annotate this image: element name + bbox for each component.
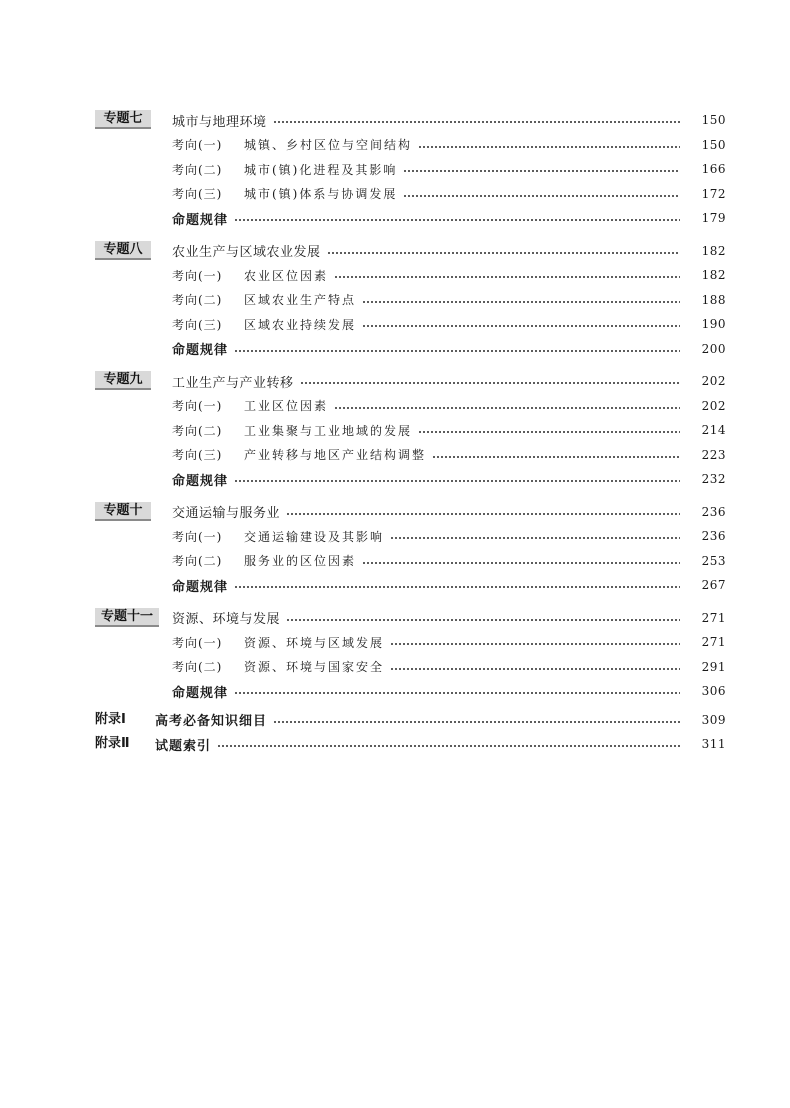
section-badge: 专题十 bbox=[95, 502, 151, 519]
item-title: 工业区位因素 bbox=[244, 399, 329, 413]
toc-appendix-row[interactable] bbox=[0, 732, 790, 756]
section-badge: 专题九 bbox=[95, 371, 151, 388]
page-number: 202 bbox=[701, 398, 726, 413]
leader-dots bbox=[362, 288, 680, 312]
rule-title: 命题规律 bbox=[172, 212, 229, 228]
leader-dots bbox=[418, 418, 680, 442]
item-entry bbox=[172, 288, 686, 312]
leader-dots bbox=[418, 133, 680, 157]
toc-item-row[interactable] bbox=[0, 288, 790, 312]
leader-dots bbox=[300, 369, 680, 393]
page-number: 232 bbox=[701, 472, 726, 486]
page-number: 267 bbox=[701, 578, 726, 592]
rule-title: 命题规律 bbox=[172, 343, 229, 358]
section-title: 城市与地理环境 bbox=[172, 114, 267, 130]
page-number: 253 bbox=[701, 553, 726, 568]
section-badge: 专题十一 bbox=[95, 608, 159, 625]
rule-entry bbox=[172, 337, 686, 361]
page-number: 271 bbox=[701, 635, 726, 649]
item-entry bbox=[172, 263, 686, 287]
item-entry bbox=[172, 524, 686, 548]
page-number: 309 bbox=[701, 712, 726, 727]
page-number: 150 bbox=[701, 137, 726, 152]
leader-dots bbox=[403, 182, 680, 206]
toc-rule-row[interactable] bbox=[0, 573, 790, 597]
item-entry bbox=[172, 655, 686, 679]
item-entry bbox=[172, 443, 686, 467]
section-title: 工业生产与产业转移 bbox=[172, 375, 294, 391]
toc-rule-row[interactable] bbox=[0, 467, 790, 491]
item-label: 考向(一) bbox=[172, 399, 223, 413]
leader-dots bbox=[334, 263, 680, 287]
leader-dots bbox=[390, 655, 680, 679]
item-entry bbox=[172, 312, 686, 336]
appendix-entry bbox=[155, 732, 686, 756]
item-entry bbox=[172, 549, 686, 573]
item-label: 考向(一) bbox=[172, 138, 223, 152]
appendix-label: 附录Ⅱ bbox=[95, 736, 130, 751]
item-label: 考向(一) bbox=[172, 268, 223, 283]
toc-item-row[interactable] bbox=[0, 133, 790, 157]
item-label: 考向(二) bbox=[172, 660, 223, 674]
toc-item-row[interactable] bbox=[0, 549, 790, 573]
page-number: 200 bbox=[701, 341, 726, 356]
toc-item-row[interactable] bbox=[0, 418, 790, 442]
item-title: 产业转移与地区产业结构调整 bbox=[244, 448, 427, 462]
leader-dots bbox=[234, 337, 680, 361]
section-entry bbox=[172, 500, 686, 524]
toc-appendix-row[interactable] bbox=[0, 708, 790, 732]
leader-dots bbox=[217, 732, 680, 756]
item-entry bbox=[172, 157, 686, 181]
page-number: 182 bbox=[701, 268, 726, 282]
section-entry bbox=[172, 108, 686, 132]
item-title: 城镇、乡村区位与空间结构 bbox=[244, 138, 413, 152]
leader-dots bbox=[334, 394, 680, 418]
item-label: 考向(一) bbox=[172, 529, 223, 544]
item-title: 资源、环境与国家安全 bbox=[244, 660, 385, 674]
item-label: 考向(一) bbox=[172, 635, 223, 650]
page-number: 236 bbox=[701, 529, 726, 543]
leader-dots bbox=[327, 239, 680, 263]
toc-item-row[interactable] bbox=[0, 312, 790, 336]
leader-dots bbox=[362, 549, 680, 573]
appendix-entry bbox=[155, 708, 686, 732]
toc-rule-row[interactable] bbox=[0, 337, 790, 361]
leader-dots bbox=[273, 108, 680, 132]
toc-item-row[interactable] bbox=[0, 655, 790, 679]
page-number: 182 bbox=[701, 243, 726, 258]
item-title: 服务业的区位因素 bbox=[244, 554, 357, 568]
leader-dots bbox=[390, 630, 680, 654]
item-title: 城市(镇)化进程及其影响 bbox=[244, 162, 398, 177]
item-title: 工业集聚与工业地域的发展 bbox=[244, 423, 413, 438]
item-label: 考向(二) bbox=[172, 423, 223, 438]
item-label: 考向(二) bbox=[172, 554, 223, 568]
item-title: 城市(镇)体系与协调发展 bbox=[244, 187, 398, 201]
leader-dots bbox=[432, 443, 680, 467]
rule-entry bbox=[172, 467, 686, 491]
page-number: 236 bbox=[701, 504, 726, 519]
page-number: 190 bbox=[701, 317, 726, 331]
leader-dots bbox=[362, 312, 680, 336]
page-number: 311 bbox=[701, 737, 726, 751]
leader-dots bbox=[234, 679, 680, 703]
page-number: 306 bbox=[701, 684, 726, 698]
page-number: 223 bbox=[701, 447, 726, 462]
leader-dots bbox=[286, 500, 680, 524]
item-title: 资源、环境与区域发展 bbox=[244, 635, 385, 650]
page-number: 172 bbox=[701, 186, 726, 201]
toc-section-row[interactable] bbox=[0, 500, 790, 524]
item-title: 农业区位因素 bbox=[244, 268, 329, 283]
section-title: 交通运输与服务业 bbox=[172, 506, 281, 521]
leader-dots bbox=[390, 524, 680, 548]
leader-dots bbox=[234, 467, 680, 491]
section-badge: 专题八 bbox=[95, 241, 151, 258]
section-entry bbox=[172, 239, 686, 263]
toc-rule-row[interactable] bbox=[0, 206, 790, 230]
item-label: 考向(二) bbox=[172, 293, 223, 307]
item-label: 考向(三) bbox=[172, 317, 223, 332]
page-number: 271 bbox=[701, 610, 726, 625]
rule-entry bbox=[172, 206, 686, 230]
item-entry bbox=[172, 630, 686, 654]
page-number: 166 bbox=[701, 162, 726, 176]
rule-entry bbox=[172, 679, 686, 703]
leader-dots bbox=[403, 157, 680, 181]
toc-section-row[interactable] bbox=[0, 369, 790, 393]
appendix-label: 附录Ⅰ bbox=[95, 711, 126, 727]
item-label: 考向(三) bbox=[172, 187, 223, 201]
section-badge: 专题七 bbox=[95, 110, 151, 127]
section-title: 农业生产与区域农业发展 bbox=[172, 245, 321, 260]
item-title: 交通运输建设及其影响 bbox=[244, 529, 385, 544]
toc-item-row[interactable] bbox=[0, 443, 790, 467]
toc-section-row[interactable] bbox=[0, 606, 790, 630]
toc-item-row[interactable] bbox=[0, 524, 790, 548]
page-number: 291 bbox=[701, 659, 726, 674]
toc-item-row[interactable] bbox=[0, 157, 790, 181]
page-number: 150 bbox=[701, 113, 726, 127]
toc-item-row[interactable] bbox=[0, 182, 790, 206]
item-entry bbox=[172, 182, 686, 206]
section-entry bbox=[172, 369, 686, 393]
rule-title: 命题规律 bbox=[172, 473, 229, 489]
section-entry bbox=[172, 606, 686, 630]
toc-section-row[interactable] bbox=[0, 108, 790, 132]
toc-section-row[interactable] bbox=[0, 239, 790, 263]
item-entry bbox=[172, 394, 686, 418]
page-number: 214 bbox=[701, 423, 726, 437]
leader-dots bbox=[234, 206, 680, 230]
appendix-title: 试题索引 bbox=[155, 738, 212, 754]
page-number: 179 bbox=[701, 211, 726, 225]
toc-rule-row[interactable] bbox=[0, 679, 790, 703]
item-label: 考向(二) bbox=[172, 162, 223, 177]
rule-title: 命题规律 bbox=[172, 579, 229, 595]
section-title: 资源、环境与发展 bbox=[172, 612, 281, 627]
page-number: 202 bbox=[701, 374, 726, 388]
leader-dots bbox=[286, 606, 680, 630]
page-number: 188 bbox=[701, 292, 726, 307]
leader-dots bbox=[234, 573, 680, 597]
rule-entry bbox=[172, 573, 686, 597]
item-title: 区域农业持续发展 bbox=[244, 317, 357, 332]
item-label: 考向(三) bbox=[172, 448, 223, 462]
appendix-title: 高考必备知识细目 bbox=[155, 714, 268, 729]
rule-title: 命题规律 bbox=[172, 685, 229, 701]
toc-item-row[interactable] bbox=[0, 630, 790, 654]
toc-item-row[interactable] bbox=[0, 263, 790, 287]
item-entry bbox=[172, 133, 686, 157]
leader-dots bbox=[273, 708, 680, 732]
item-entry bbox=[172, 418, 686, 442]
toc-item-row[interactable] bbox=[0, 394, 790, 418]
item-title: 区域农业生产特点 bbox=[244, 293, 357, 307]
